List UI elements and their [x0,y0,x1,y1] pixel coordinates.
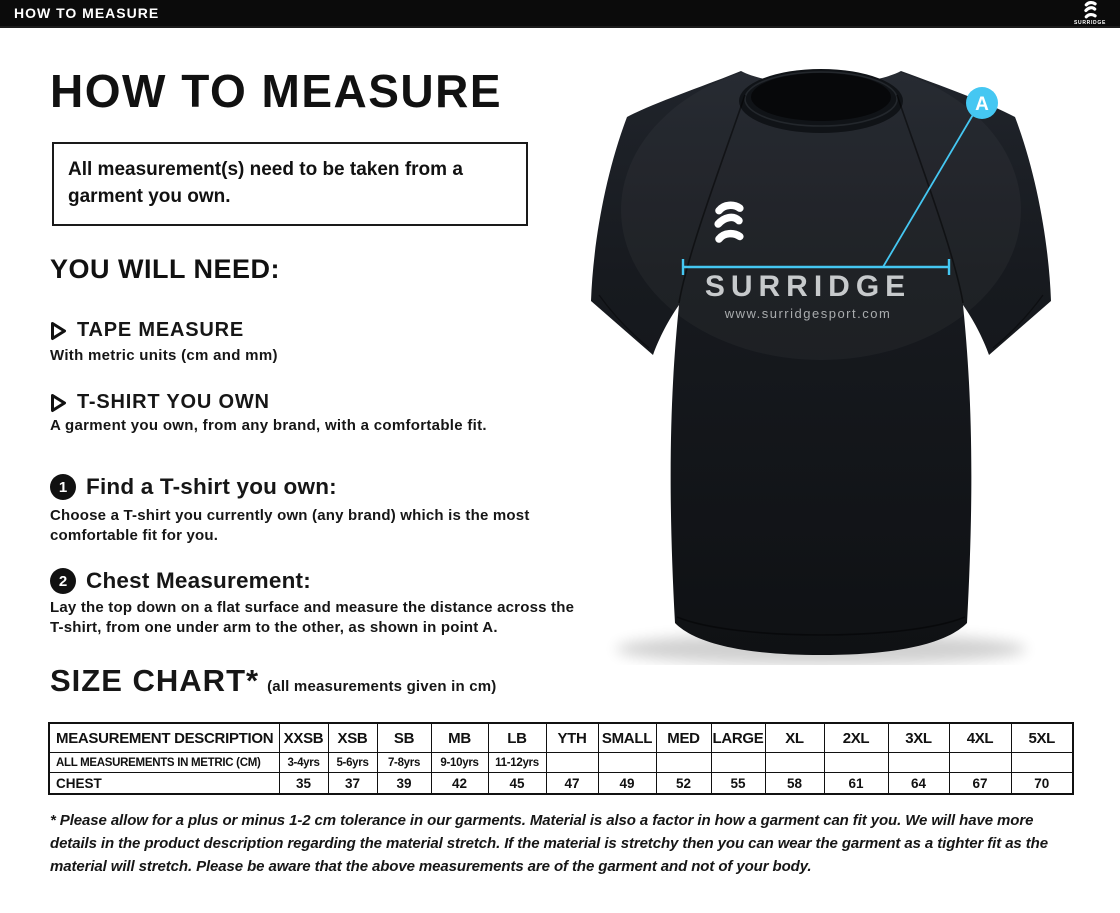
size-cell: CHEST [49,773,279,795]
size-cell: 61 [824,773,888,795]
step-title: Chest Measurement: [86,568,311,593]
size-cell: 49 [598,773,656,795]
surridge-logo-wordmark: SURRIDGE [1074,19,1106,26]
shirt-brand-text: SURRIDGE [704,270,912,303]
need-item-title: T-SHIRT YOU OWN [77,391,270,413]
size-cell [656,753,711,773]
size-column-header: SB [377,723,431,753]
size-cell [598,753,656,773]
surridge-logo [1074,1,1106,26]
size-column-header: MED [656,723,711,753]
size-column-header: 3XL [888,723,949,753]
size-cell: 64 [888,773,949,795]
step-desc: Lay the top down on a flat surface and measure the distance across the T-shirt, from one under arm to the other, as shown in point A. [50,599,575,636]
size-chart-note: (all measurements given in cm) [267,678,497,695]
step-number-badge: 2 [50,568,76,594]
need-item-title: TAPE MEASURE [77,319,245,341]
size-column-header: 2XL [824,723,888,753]
size-cell: 55 [711,773,765,795]
size-cell: 3-4yrs [279,753,328,773]
need-item-tshirt [50,391,270,414]
size-cell: 42 [431,773,488,795]
you-will-need-heading: YOU WILL NEED: [50,254,281,284]
top-bar-title: HOW TO MEASURE [14,5,160,21]
size-cell [888,753,949,773]
need-item-desc: A garment you own, from any brand, with a comfortable fit. [50,417,487,434]
size-cell [546,753,598,773]
size-column-header: MEASUREMENT DESCRIPTION [49,723,279,753]
need-item-tape-measure [50,319,244,342]
size-cell: 9-10yrs [431,753,488,773]
size-cell: 37 [328,773,377,795]
size-cell [949,753,1011,773]
size-column-header: XL [765,723,824,753]
size-cell: 45 [488,773,546,795]
size-cell [1011,753,1073,773]
size-cell [765,753,824,773]
step-desc: Choose a T-shirt you currently own (any brand) which is the most comfortable fit for you. [50,507,530,544]
step-title: Find a T-shirt you own: [86,474,337,499]
need-item-desc: With metric units (cm and mm) [50,347,278,364]
size-cell: 67 [949,773,1011,795]
size-cell: ALL MEASUREMENTS IN METRIC (CM) [49,753,279,773]
size-cell: 7-8yrs [377,753,431,773]
size-cell: 39 [377,773,431,795]
size-footnote: * Please allow for a plus or minus 1-2 cm tolerance in our garments. Material is also a factor in how a garment can fit you. We will have more details in the product description regarding the material stretch. If the material is stretchy then you can wear the garment as a tighter fit as the material will stretch. Please be aware that the above measurements are of the garment and not of your body. [50,812,1048,875]
page-title: HOW TO MEASURE [50,65,503,117]
play-triangle-icon [50,321,67,341]
step-number-badge: 1 [50,474,76,500]
surridge-s-icon [1084,1,1097,20]
size-column-header: MB [431,723,488,753]
size-cell [711,753,765,773]
tshirt-graphic [591,60,1051,655]
size-cell: 5-6yrs [328,753,377,773]
step-2-header [50,568,311,594]
size-chart-title: SIZE CHART* [50,663,260,698]
size-cell: 11-12yrs [488,753,546,773]
marker-a-badge [966,87,998,119]
size-column-header: XXSB [279,723,328,753]
size-chart-table [48,722,1074,795]
shirt-website-text: www.surridgesport.com [724,306,892,321]
notice-box [52,142,528,226]
size-chart-heading [50,663,497,699]
tshirt-figure [575,55,1115,665]
size-column-header: 4XL [949,723,1011,753]
play-triangle-icon [50,393,67,413]
size-column-header: LARGE [711,723,765,753]
size-column-header: LB [488,723,546,753]
size-column-header: 5XL [1011,723,1073,753]
size-column-header: SMALL [598,723,656,753]
size-cell: 70 [1011,773,1073,795]
marker-a-label: A [975,94,989,115]
size-cell: 58 [765,773,824,795]
size-column-header: XSB [328,723,377,753]
size-cell: 35 [279,773,328,795]
size-cell [824,753,888,773]
size-cell: 52 [656,773,711,795]
notice-text: All measurement(s) need to be taken from a garment you own. [68,159,463,207]
top-bar [0,0,1120,28]
size-cell: 47 [546,773,598,795]
step-1-header [50,474,337,500]
size-column-header: YTH [546,723,598,753]
